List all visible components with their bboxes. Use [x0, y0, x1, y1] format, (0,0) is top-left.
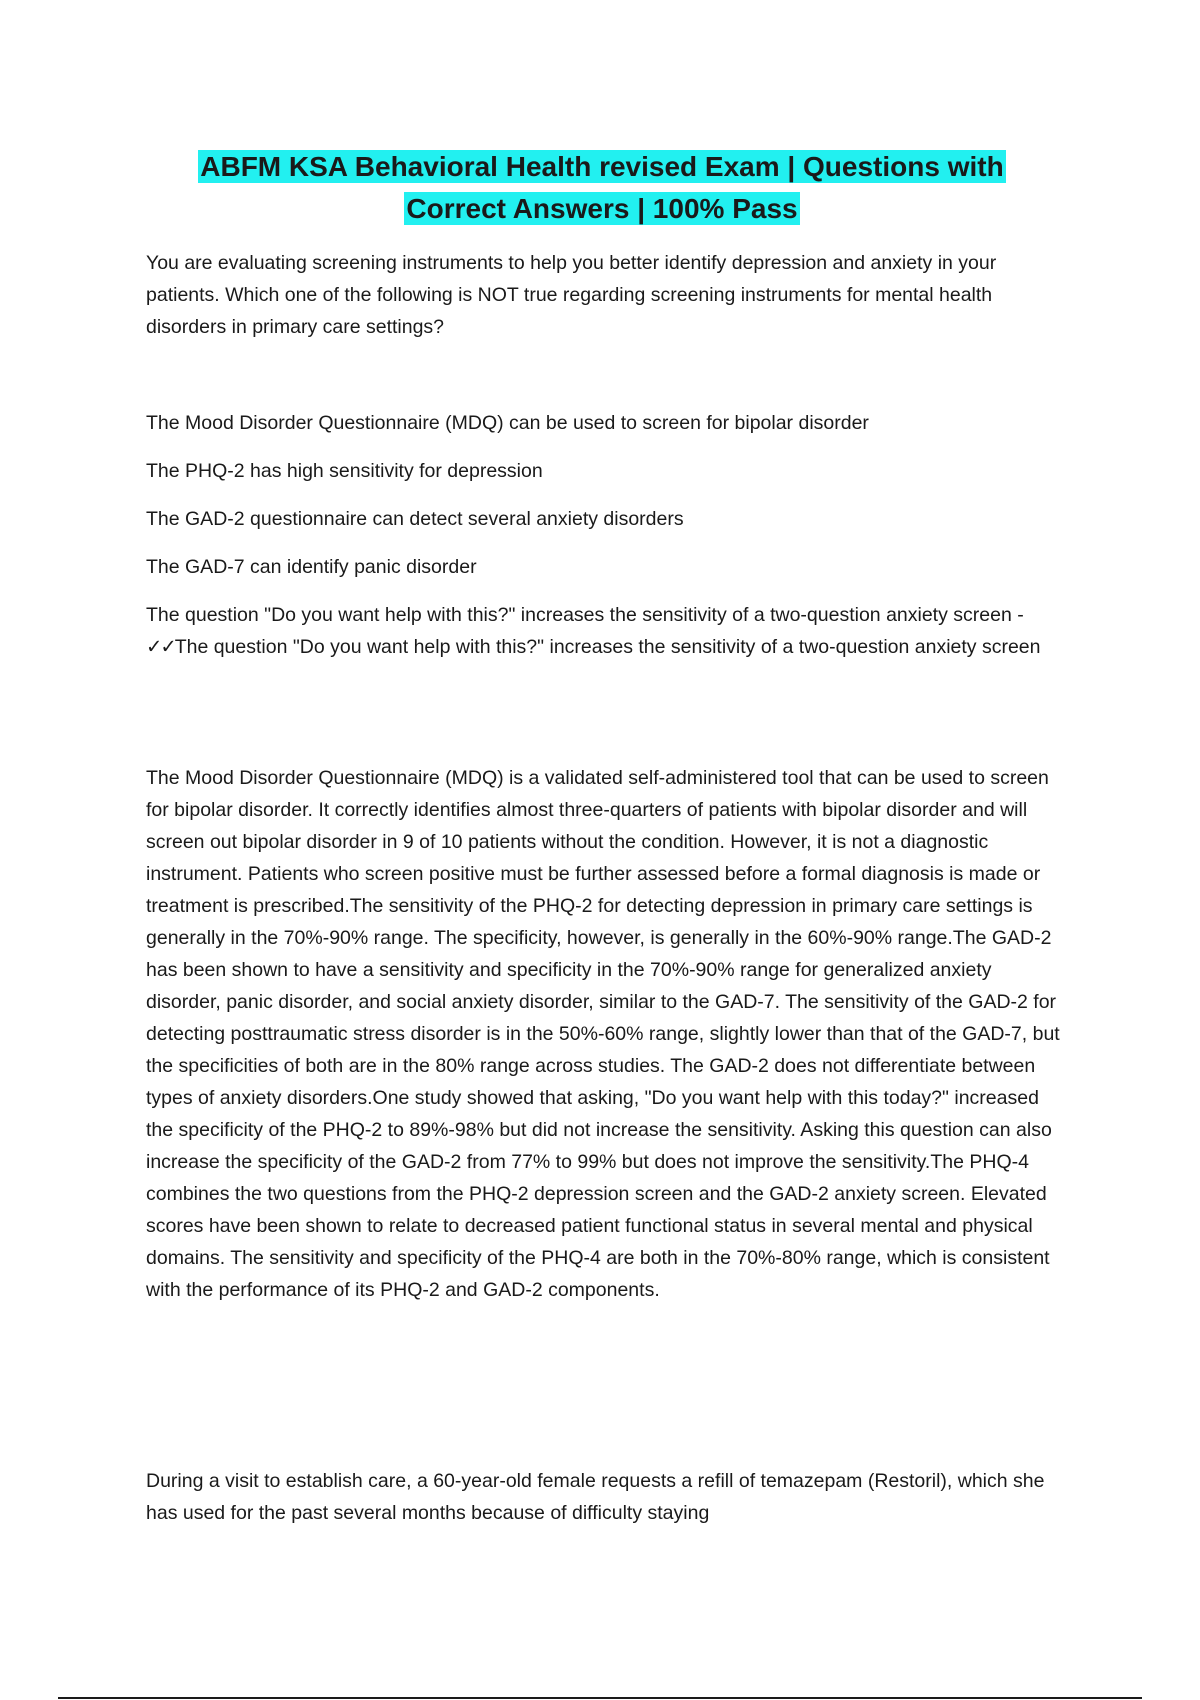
- answer-option: The GAD-7 can identify panic disorder: [146, 556, 477, 578]
- title-line-2: Correct Answers | 100% Pass: [406, 193, 798, 224]
- title-line-1: ABFM KSA Behavioral Health revised Exam | Questions with: [200, 151, 1004, 182]
- answer-explanation: The Mood Disorder Questionnaire (MDQ) is a validated self-administered tool that can be used to screen for bipolar disorder. It correctly identifies almost three-quarters of patients with bipolar disorder and will screen out bipolar disorder in 9 of 10 patients without the condition. However, it is not a diagnostic instrument. Patients who screen positive must be further assessed before a formal diagnosis is made or treatment is prescribed.The sensitivity of the PHQ-2 for detecting depression in primary care settings is generally in the 70%-90% range. The specificity, however, is generally in the 60%-90% range.The GAD-2 has been shown to have a sensitivity and specificity in the 70%-90% range for generalized anxiety disorder, panic disorder, and social anxiety disorder, similar to the GAD-7. The sensitivity of the GAD-2 for detecting posttraumatic stress disorder is in the 50%-60% range, slightly lower than that of the GAD-7, but the specificities of both are in the 80% range across studies. The GAD-2 does not differentiate between types of anxiety disorders.One study showed that asking, "Do you want help with this today?" increased the specificity of the PHQ-2 to 89%-98% but did not increase the sensitivity. Asking this question can also increase the specificity of the GAD-2 from 77% to 99% but does not improve the sensitivity.The PHQ-4 combines the two questions from the PHQ-2 depression screen and the GAD-2 anxiety screen. Elevated scores have been shown to relate to decreased patient functional status in several mental and physical domains. The sensitivity and specificity of the PHQ-4 are both in the 70%-80% range, which is consistent with the performance of its PHQ-2 and GAD-2 components.: [146, 767, 1060, 1301]
- document-title: [146, 146, 1058, 230]
- check-mark-icon: ✓✓: [146, 635, 175, 658]
- correct-answer-option: [146, 599, 1066, 663]
- answer-option: The GAD-2 questionnaire can detect several anxiety disorders: [146, 508, 684, 530]
- page-bottom-divider: [58, 1697, 1142, 1699]
- correct-answer-text: The question "Do you want help with this?" increases the sensitivity of a two-question anxiety screen: [174, 636, 1041, 658]
- answer-option-prefix: The question "Do you want help with this?" increases the sensitivity of a two-question anxiety screen -: [146, 604, 1024, 626]
- question-text: You are evaluating screening instruments to help you better identify depression and anxiety in your patients. Which one of the following is NOT true regarding screening instruments for mental health disorders in primary care settings?: [146, 252, 997, 338]
- next-question-text: During a visit to establish care, a 60-year-old female requests a refill of temazepam (Restoril), which she has used for the past several months because of difficulty staying: [146, 1470, 1045, 1524]
- answer-option: The Mood Disorder Questionnaire (MDQ) can be used to screen for bipolar disorder: [146, 412, 869, 434]
- answer-option: The PHQ-2 has high sensitivity for depression: [146, 460, 543, 482]
